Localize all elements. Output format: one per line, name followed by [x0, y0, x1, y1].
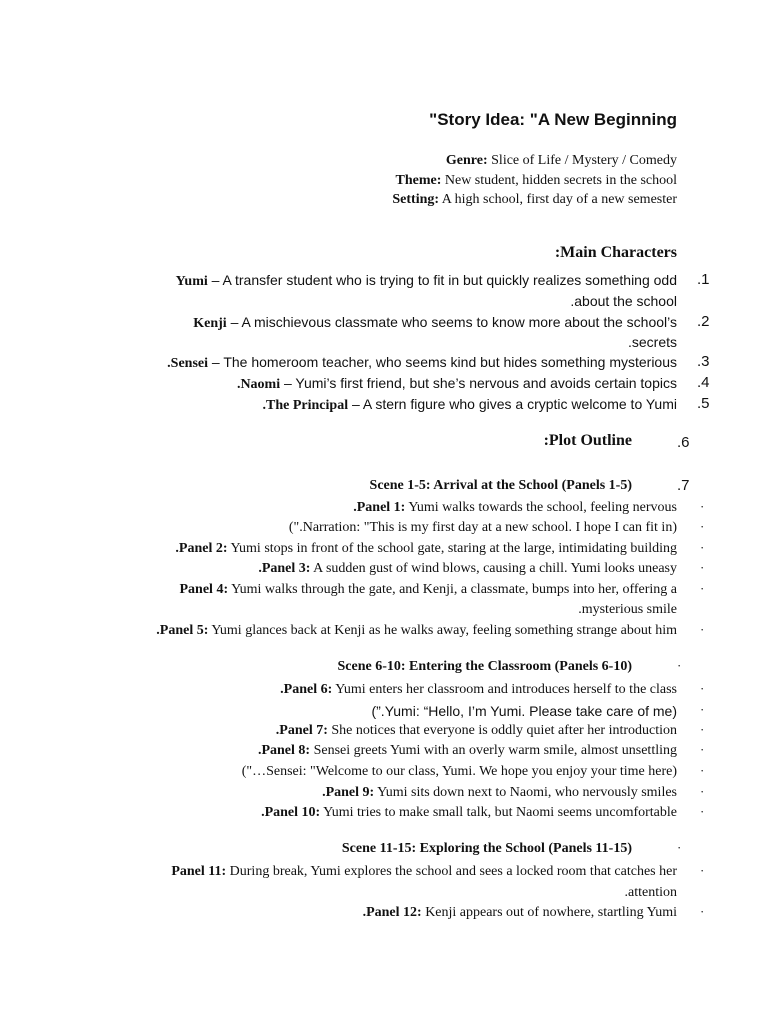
bullet-icon: · [700, 784, 705, 799]
narration-line: (".Narration: "This is my first day at a new school. I hope I can fit in) [288, 520, 677, 535]
character-desc-cont: .about the school [570, 293, 677, 309]
genre-label: Genre: [445, 153, 488, 168]
panel-line [276, 723, 677, 739]
panel-label: Panel 11: [171, 864, 227, 879]
list-number: .2 [697, 313, 710, 330]
panel-line [322, 785, 677, 801]
character-naomi [237, 375, 677, 393]
bullet-icon: · [700, 560, 705, 575]
bullet-icon: · [700, 681, 705, 696]
theme-label: Theme: [395, 173, 442, 188]
character-name: Yumi [175, 274, 208, 289]
list-number: .6 [677, 434, 690, 451]
list-number: .3 [697, 353, 710, 370]
character-desc-cont: .secrets [627, 334, 677, 350]
panel-label: Panel 4: [179, 582, 229, 597]
character-desc: – Yumi’s first friend, but she’s nervous and avoids certain topics [280, 375, 677, 391]
scene-title: Scene 11-15: Exploring the School (Panels 11-15) [341, 841, 632, 856]
panel-text: During break, Yumi explores the school and sees a locked room that catches her [226, 864, 677, 879]
panel-label: .Panel 9: [322, 785, 375, 800]
panel-line [171, 864, 677, 880]
panel-line [180, 582, 678, 598]
character-name: .The Principal [262, 398, 349, 413]
dialogue-line: (”.Yumi: “Hello, I’m Yumi. Please take care of me) [371, 703, 677, 719]
theme-line [395, 173, 677, 189]
list-number: .7 [677, 477, 690, 494]
panel-text: Yumi enters her classroom and introduces herself to the class [332, 682, 677, 697]
panel-text: She notices that everyone is oddly quiet after her introduction [327, 723, 677, 738]
bullet-icon: · [700, 519, 705, 534]
character-name: .Naomi [236, 377, 281, 392]
panel-text: Yumi sits down next to Naomi, who nervously smiles [374, 785, 677, 800]
panel-text-cont: .mysterious smile [578, 602, 677, 617]
setting-value: A high school, first day of a new semester [439, 192, 677, 207]
plot-outline-heading: :Plot Outline [543, 432, 632, 449]
panel-label: .Panel 3: [258, 561, 311, 576]
genre-line [446, 153, 677, 169]
character-kenji [193, 314, 677, 332]
dialogue-line: ("…Sensei: "Welcome to our class, Yumi. We hope you enjoy your time here) [241, 764, 677, 779]
scene-title: Scene 6-10: Entering the Classroom (Panels 6-10) [337, 659, 632, 674]
list-number: .1 [697, 271, 710, 288]
character-name: .Sensei [167, 356, 209, 371]
character-principal [263, 396, 677, 414]
bullet-icon: · [700, 742, 705, 757]
panel-text: Yumi tries to make small talk, but Naomi seems uncomfortable [320, 805, 677, 820]
genre-value: Slice of Life / Mystery / Comedy [487, 153, 677, 168]
bullet-icon: · [677, 658, 682, 673]
bullet-icon: · [700, 722, 705, 737]
bullet-icon: · [700, 904, 705, 919]
scene-title: Scene 1-5: Arrival at the School (Panels 1-5) [369, 478, 632, 493]
bullet-icon: · [700, 622, 705, 637]
panel-line [363, 905, 677, 921]
panel-text: Kenji appears out of nowhere, startling Yumi [421, 905, 677, 920]
panel-label: .Panel 6: [280, 682, 333, 697]
setting-line [392, 192, 677, 208]
setting-label: Setting: [392, 192, 440, 207]
panel-text: Yumi stops in front of the school gate, staring at the large, intimidating building [227, 541, 677, 556]
panel-line [353, 500, 677, 516]
panel-text: Yumi walks towards the school, feeling nervous [405, 500, 677, 515]
panel-text: Yumi glances back at Kenji as he walks away, feeling something strange about him [208, 623, 677, 638]
panel-label: .Panel 5: [156, 623, 209, 638]
bullet-icon: · [700, 581, 705, 596]
panel-line [258, 743, 677, 759]
bullet-icon: · [677, 840, 682, 855]
panel-line [280, 682, 677, 698]
bullet-icon: · [700, 499, 705, 514]
panel-text: A sudden gust of wind blows, causing a chill. Yumi looks uneasy [310, 561, 677, 576]
panel-line [175, 541, 677, 557]
bullet-icon: · [700, 763, 705, 778]
character-desc: – The homeroom teacher, who seems kind but hides something mysterious [208, 354, 677, 370]
bullet-icon: · [700, 540, 705, 555]
panel-label: .Panel 2: [175, 541, 228, 556]
character-desc: – A transfer student who is trying to fit in but quickly realizes something odd [207, 272, 677, 288]
main-characters-heading: :Main Characters [554, 244, 677, 261]
character-yumi [176, 272, 677, 290]
panel-text: Sensei greets Yumi with an overly warm smile, almost unsettling [310, 743, 677, 758]
character-sensei [167, 354, 677, 372]
character-desc: – A mischievous classmate who seems to know more about the school’s [226, 314, 677, 330]
panel-label: .Panel 7: [275, 723, 328, 738]
theme-value: New student, hidden secrets in the school [441, 173, 677, 188]
panel-label: .Panel 10: [261, 805, 321, 820]
character-desc: – A stern figure who gives a cryptic welcome to Yumi [348, 396, 677, 412]
bullet-icon: · [700, 863, 705, 878]
panel-text-cont: .attention [624, 885, 677, 900]
panel-line [258, 561, 677, 577]
panel-text: Yumi walks through the gate, and Kenji, a classmate, bumps into her, offering a [228, 582, 677, 597]
list-number: .4 [697, 374, 710, 391]
list-number: .5 [697, 395, 710, 412]
panel-label: .Panel 1: [353, 500, 406, 515]
document-title: "Story Idea: "A New Beginning [429, 110, 677, 129]
panel-label: .Panel 8: [257, 743, 311, 758]
bullet-icon: · [700, 702, 705, 717]
panel-line [156, 623, 677, 639]
character-name: Kenji [193, 316, 227, 331]
bullet-icon: · [700, 804, 705, 819]
panel-label: .Panel 12: [362, 905, 422, 920]
panel-line [261, 805, 677, 821]
